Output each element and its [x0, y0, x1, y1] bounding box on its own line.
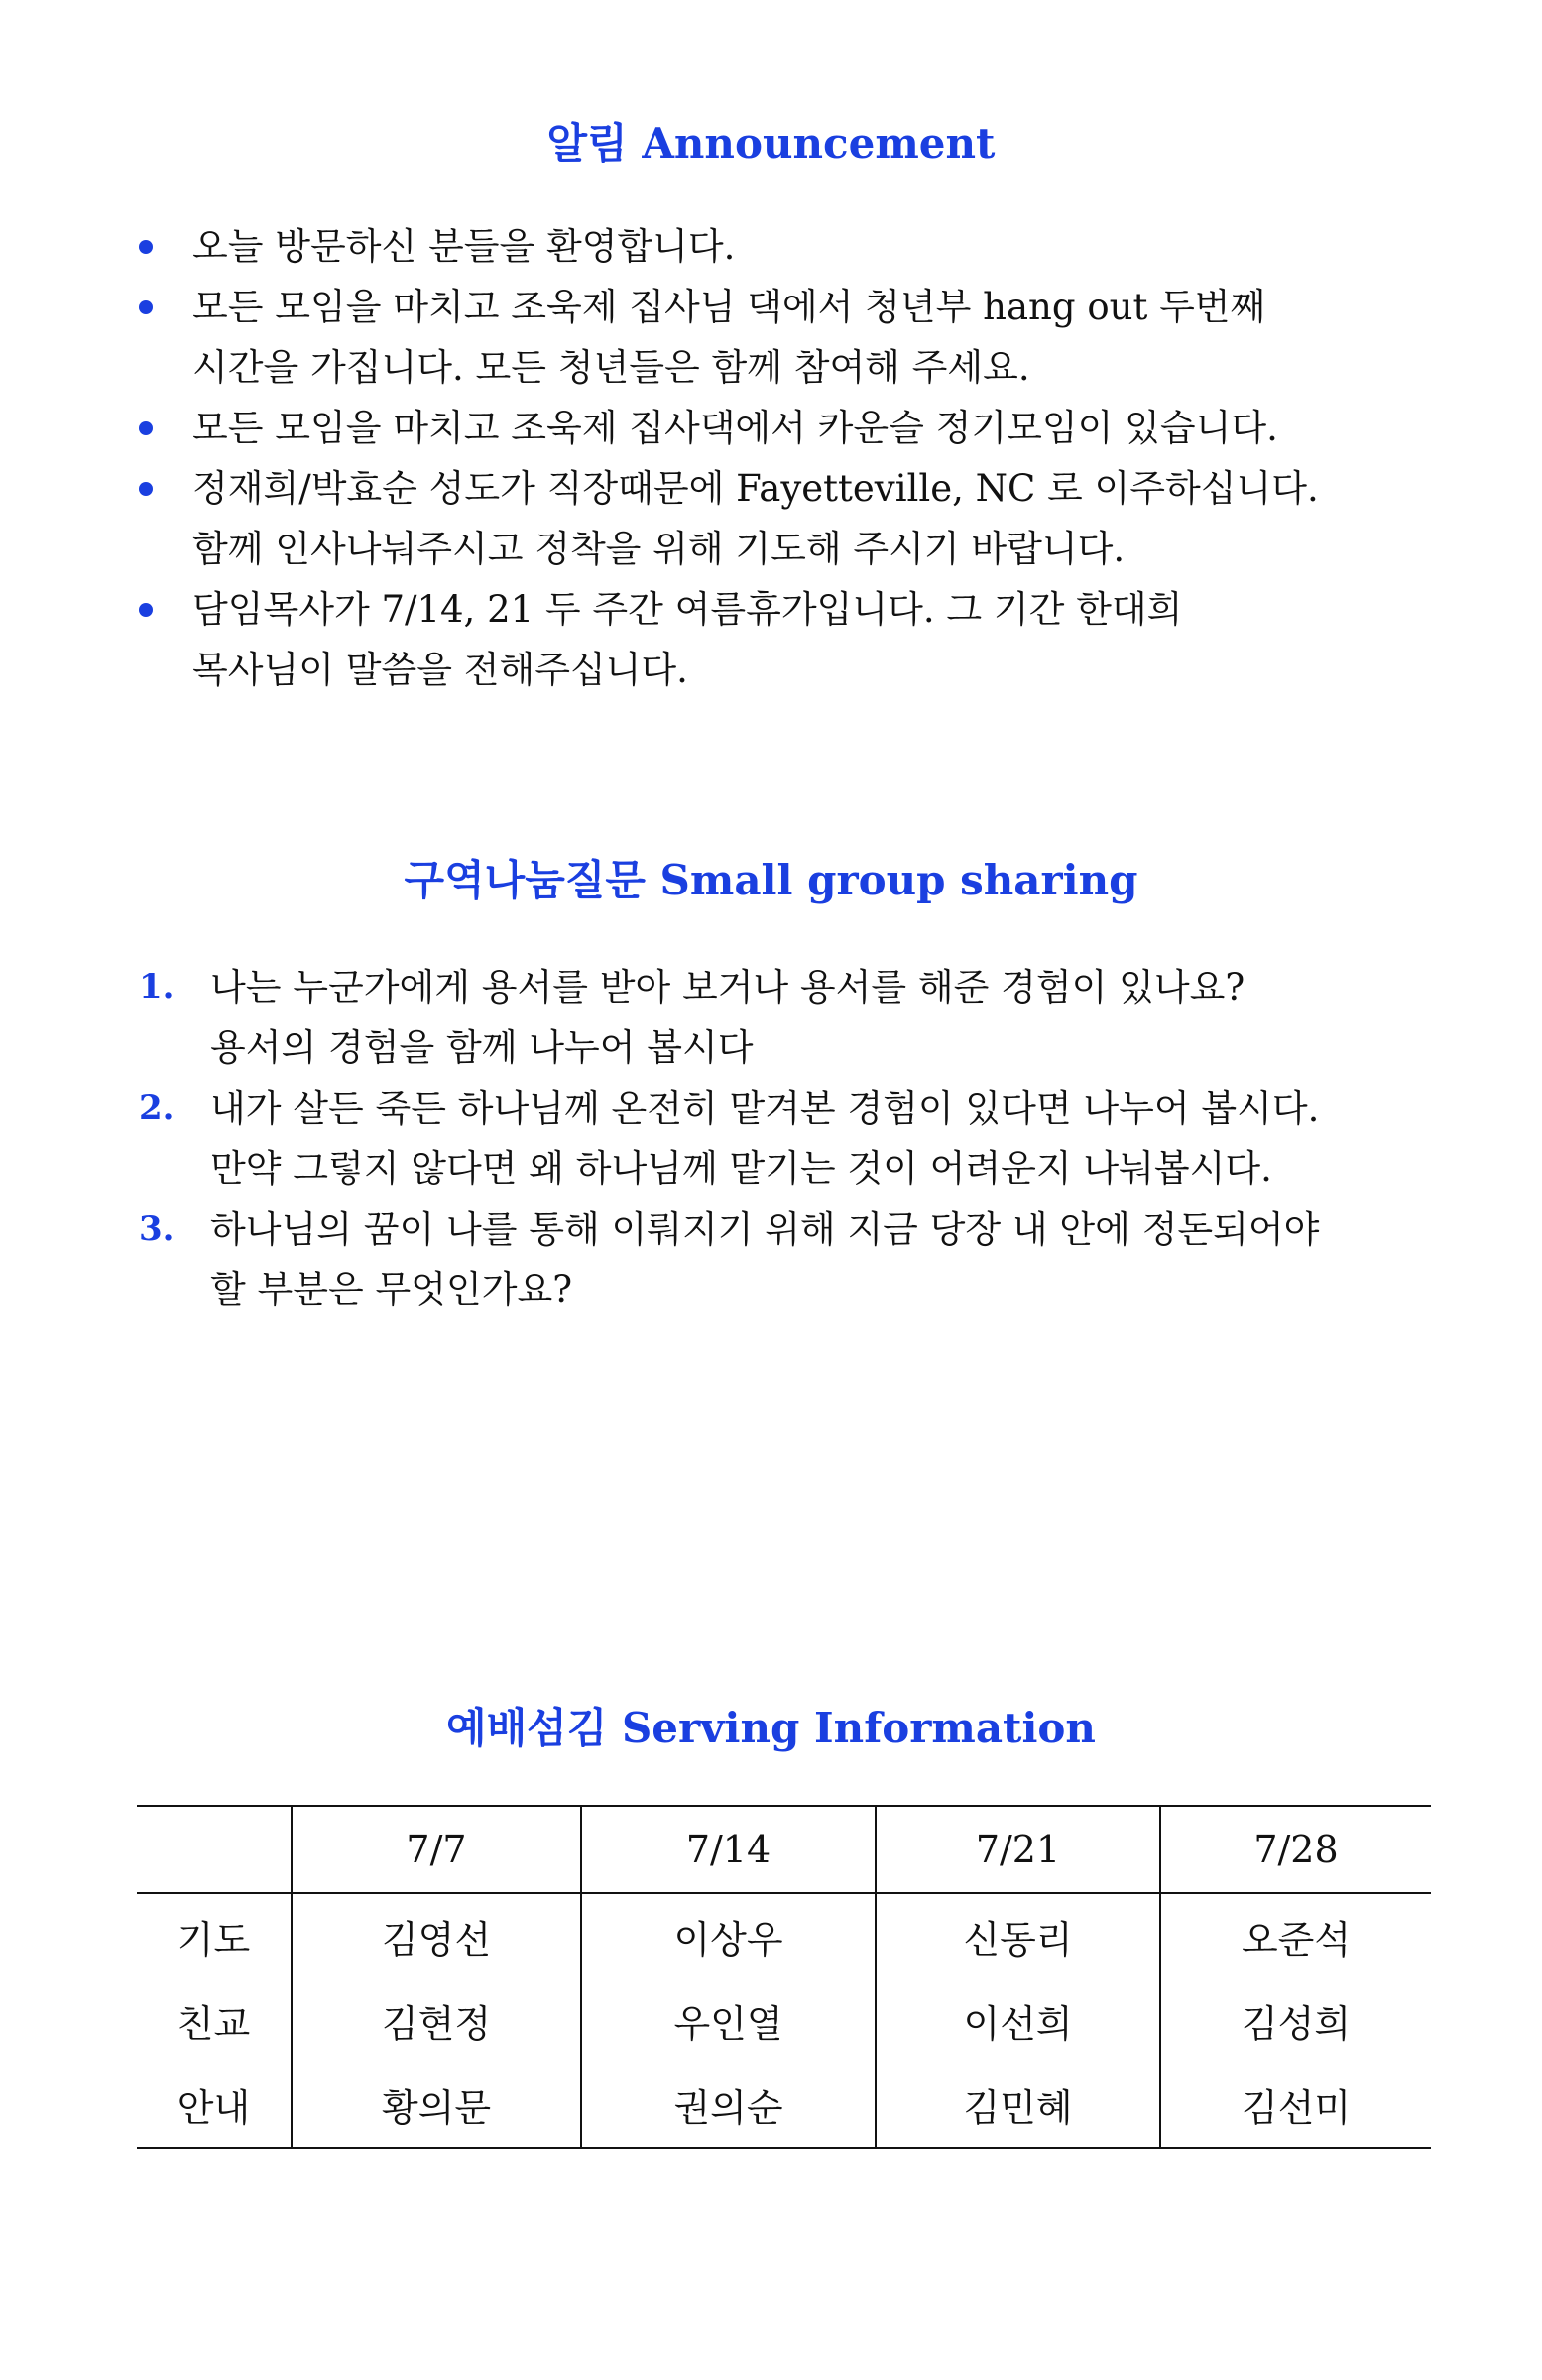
serving-date-header: 7/21	[876, 1806, 1160, 1893]
serving-person: 김선미	[1160, 2063, 1431, 2148]
serving-date-header: 7/7	[292, 1806, 581, 1893]
serving-person: 권의순	[581, 2063, 876, 2148]
question-number: 1.	[139, 967, 175, 1007]
serving-person: 이선희	[876, 1978, 1160, 2063]
serving-role: 기도	[177, 1918, 251, 1962]
announcement-item	[129, 398, 1418, 458]
announcement-line: 시간을 가집니다. 모든 청년들은 함께 참여해 주세요.	[192, 346, 1030, 389]
bullet-icon	[139, 603, 153, 617]
sharing-question	[129, 1199, 1428, 1320]
question-number: 3.	[139, 1209, 175, 1249]
table-row	[137, 1978, 1431, 2063]
bullet-icon	[139, 240, 153, 254]
question-line: 나는 누군가에게 용서를 받아 보거나 용서를 해준 경험이 있나요?	[210, 966, 1245, 1009]
announcement-item	[129, 458, 1418, 579]
announcement-item	[129, 277, 1418, 398]
table-row	[137, 1893, 1431, 1978]
question-line: 할 부분은 무엇인가요?	[210, 1268, 573, 1311]
serving-date-header: 7/14	[581, 1806, 876, 1893]
announcement-line: 정재희/박효순 성도가 직장때문에 Fayetteville, NC 로 이주하십니다.	[192, 467, 1319, 510]
sharing-question-list	[129, 957, 1428, 1320]
serving-person: 신동리	[876, 1893, 1160, 1978]
announcement-line: 모든 모임을 마치고 조욱제 집사댁에서 카운슬 정기모임이 있습니다.	[192, 407, 1278, 449]
serving-person: 김민혜	[876, 2063, 1160, 2148]
question-line: 내가 살든 죽든 하나님께 온전히 맡겨본 경험이 있다면 나누어 봅시다.	[210, 1087, 1320, 1130]
serving-role: 안내	[137, 2063, 292, 2148]
question-number: 2.	[139, 1088, 175, 1128]
bullet-icon	[139, 300, 153, 314]
serving-role: 친교	[177, 2002, 251, 2046]
announcement-list	[129, 216, 1418, 700]
serving-person: 김성희	[1160, 1978, 1431, 2063]
announcement-line: 함께 인사나눠주시고 정착을 위해 기도해 주시기 바랍니다.	[192, 528, 1126, 570]
announcement-line: 오늘 방문하신 분들을 환영합니다.	[192, 225, 736, 268]
question-line: 용서의 경험을 함께 나누어 봅시다	[210, 1026, 754, 1069]
serving-header-corner	[137, 1806, 292, 1893]
announcement-title: 알림 Announcement	[546, 119, 996, 168]
serving-person: 김현정	[292, 1978, 581, 2063]
serving-title: 예배섬김 Serving Information	[446, 1704, 1096, 1752]
bullet-icon	[139, 421, 153, 435]
question-line: 만약 그렇지 않다면 왜 하나님께 맡기는 것이 어려운지 나눠봅시다.	[210, 1147, 1272, 1190]
announcement-line: 목사님이 말씀을 전해주십니다.	[192, 649, 688, 691]
sharing-title: 구역나눔질문 Small group sharing	[404, 856, 1138, 904]
serving-person: 이상우	[581, 1893, 876, 1978]
serving-person: 김영선	[292, 1893, 581, 1978]
serving-header-row	[137, 1806, 1431, 1893]
serving-person: 오준석	[1160, 1893, 1431, 1978]
serving-table	[137, 1805, 1431, 2149]
announcement-line: 모든 모임을 마치고 조욱제 집사님 댁에서 청년부 hang out 두번째	[192, 286, 1266, 328]
announcement-item	[129, 579, 1418, 700]
serving-date-header: 7/28	[1160, 1806, 1431, 1893]
sharing-question	[129, 957, 1428, 1078]
bullet-icon	[139, 482, 153, 496]
question-line: 하나님의 꿈이 나를 통해 이뤄지기 위해 지금 당장 내 안에 정돈되어야	[210, 1208, 1320, 1250]
announcement-line: 담임목사가 7/14, 21 두 주간 여름휴가입니다. 그 기간 한대희	[192, 588, 1183, 631]
serving-person: 우인열	[581, 1978, 876, 2063]
table-row	[137, 2063, 1431, 2148]
serving-person: 황의문	[292, 2063, 581, 2148]
sharing-question	[129, 1078, 1428, 1199]
announcement-item	[129, 216, 1418, 277]
